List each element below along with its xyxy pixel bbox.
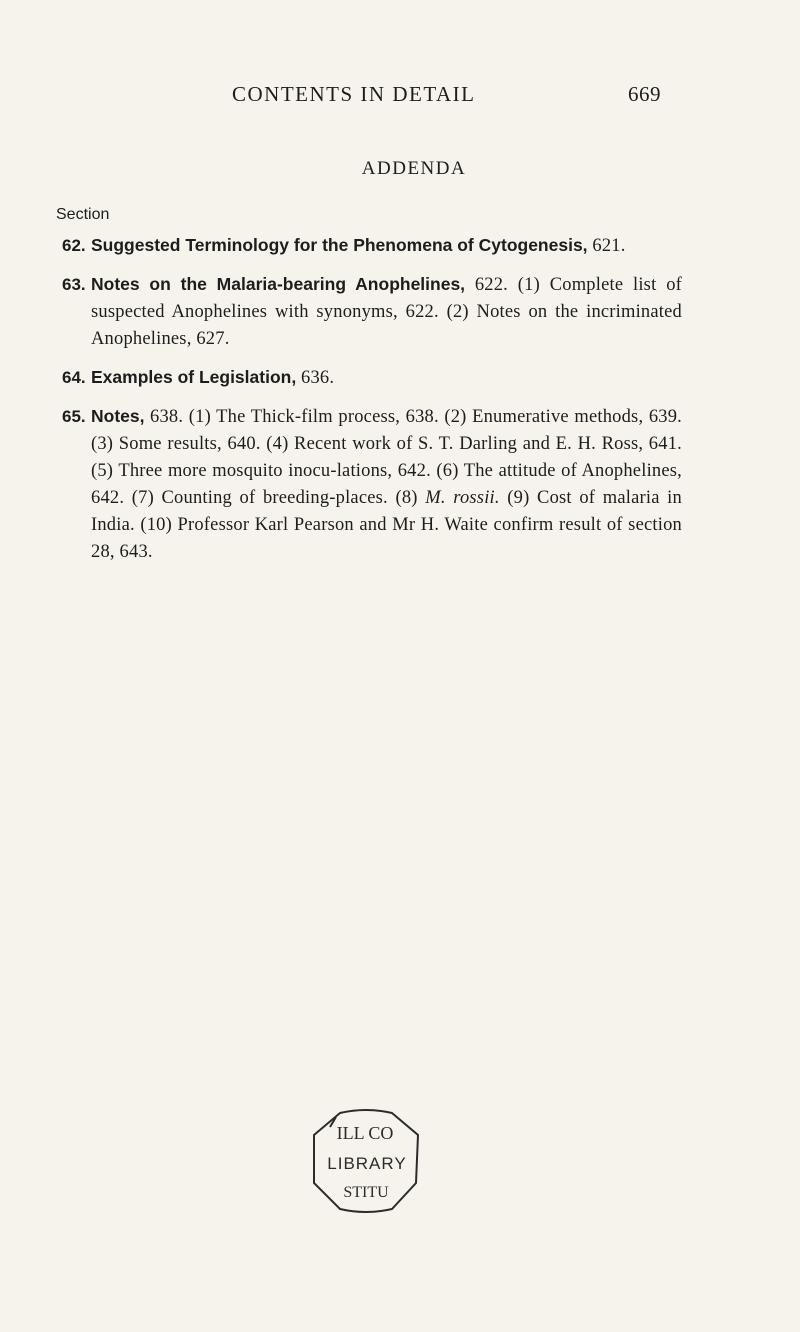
entry-species-name: M. rossii. [425, 488, 500, 508]
entry-title: Notes, [91, 406, 145, 426]
contents-entry-63 [62, 271, 682, 353]
entry-title: Notes on the Malaria-bearing Anophelines, [91, 274, 466, 294]
contents-entry-64 [62, 364, 682, 392]
stamp-top-text: ILL CO [336, 1123, 394, 1143]
contents-entries [62, 232, 682, 566]
entry-text: 621. [587, 236, 626, 256]
entry-text: 622. (1) Complete list of suspected Anophelines with synonyms, 622. (2) Notes on the incriminated Anophelines, 627. [91, 275, 683, 349]
entry-number: 64. [62, 368, 86, 387]
entry-text-continued: (9) Cost of malaria in India. (10) Professor Karl Pearson and Mr H. Waite confirm result of section 28, 643. [91, 488, 682, 562]
entry-number: 62. [62, 236, 86, 255]
entry-text: 636. [296, 368, 335, 388]
running-head-title: CONTENTS IN DETAIL [232, 82, 476, 106]
page-number: 669 [628, 82, 661, 106]
entry-number: 65. [62, 407, 86, 426]
addenda-heading: ADDENDA [361, 158, 467, 179]
entry-number: 63. [62, 275, 86, 294]
library-stamp [300, 1105, 430, 1217]
stamp-bottom-text: STITU [343, 1184, 389, 1201]
stamp-middle-text: LIBRARY [327, 1154, 407, 1173]
section-label: Section [56, 206, 110, 223]
entry-text: 638. (1) The Thick-film process, 638. (2) Enumerative methods, 639. (3) Some results, 640. (4) Recent work of S. T. Darling and E. H. Ross, 641. (5) Three more mosquito inocu-lations, 642. (6) The attitude of Anophelines, 642. (7) Counting of breeding-places. (8) [91, 407, 682, 508]
entry-title: Examples of Legislation, [91, 367, 297, 387]
running-head [0, 82, 800, 112]
contents-entry-62 [62, 232, 682, 260]
entry-title: Suggested Terminology for the Phenomena of Cytogenesis, [91, 235, 588, 255]
contents-entry-65 [62, 403, 682, 566]
